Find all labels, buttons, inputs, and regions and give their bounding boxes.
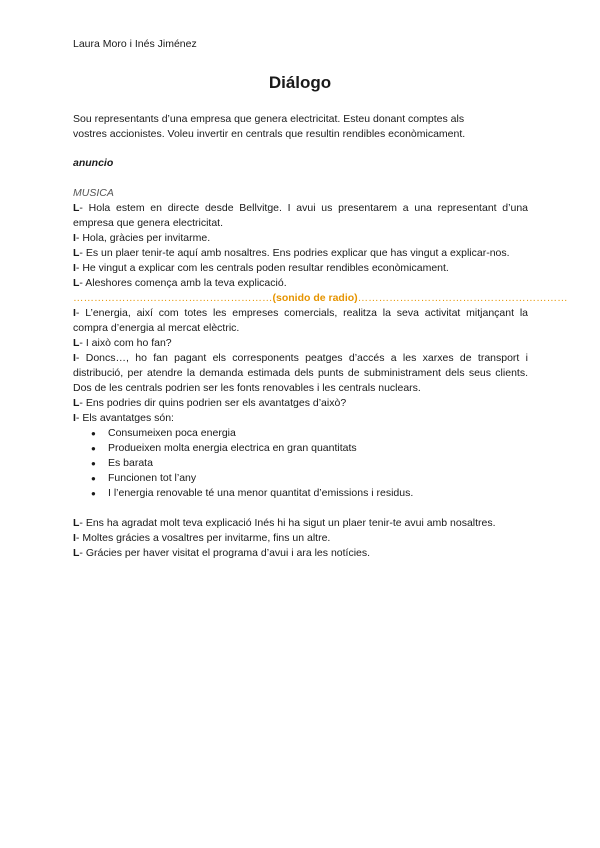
dialog-text: - Es un plaer tenir-te aquí amb nosaltres. Ens podries explicar que has vingut a explicar-nos. [79,247,510,259]
speaker-initial: I [73,412,76,424]
speaker-initial: I [73,532,76,544]
radio-dashes-right: …………………………………………………… [357,292,568,304]
dialog-text: - Grácies per haver visitat el programa d’avui i ara les notícies. [79,547,371,559]
spacer [73,501,528,516]
speaker-initial: L [73,337,80,349]
dialog-line [73,306,528,336]
radio-separator [73,291,568,306]
dialog-text: - Ens ha agradat molt teva explicació Inés hi ha sigut un plaer tenir-te avui amb nosaltres. [79,517,496,529]
speaker-initial: L [73,397,80,409]
speaker-initial: L [73,202,80,214]
speaker-initial: I [73,307,76,319]
dialog-text: - Hola estem en directe desde Bellvitge. I avui us presentarem a una representant d’una empresa que genera electricitat. [73,202,528,229]
speaker-initial: L [73,247,80,259]
speaker-initial: L [73,277,80,289]
dialog-line [73,516,528,531]
dialog-part-1 [73,201,528,291]
dialog-text: - Els avantatges són: [75,412,174,424]
speaker-initial: I [73,232,76,244]
speaker-initial: I [73,352,76,364]
radio-label: (sonido de radio) [272,292,358,304]
advantage-item: ● I l’energia renovable té una menor quantitat d’emissions i residus. [108,486,528,501]
advantage-item: ● Funcionen tot l’any [108,471,528,486]
advantage-item: ● Es barata [108,456,528,471]
dialog-part-3 [73,516,528,561]
dialog-line [73,411,528,426]
ad-label: anuncio [73,157,114,169]
dialog-line [73,246,528,261]
dialog-part-2 [73,306,528,426]
dialog-text: - L’energia, així com totes les empreses comercials, realitza la seva activitat mitjançant la compra d’energia al mercat elèctric. [73,307,528,334]
dialog-text: - Hola, gràcies per invitarme. [75,232,211,244]
dialog-line [73,261,528,276]
intro-paragraph: Sou representants d’una empresa que genera electricitat. Esteu donant comptes als vostres accionistes. Voleu invertir en centrals que resultin rendibles econòmicament. [73,113,466,140]
dialog-text: - He vingut a explicar com les centrals poden resultar rendibles econòmicament. [75,262,449,274]
dialog-text: - Doncs…, ho fan pagant els corresponents peatges d’accés a les xarxes de transport i distribució, per atendre la demanda estimada dels punts de subministrament dels seus clients. Dos de les centrals podrien ser les fonts renovables i les centrals nuclears. [73,352,528,394]
dialog-line [73,336,528,351]
dialog-text: - I això com ho fan? [79,337,172,349]
advantages-list [73,426,528,501]
dialog-line [73,276,528,291]
page-title: Diálogo [268,73,332,92]
speaker-initial: I [73,262,76,274]
advantage-item: ● Consumeixen poca energia [108,426,528,441]
dialog-line [73,351,528,396]
dialog-text: - Aleshores comença amb la teva explicació. [79,277,287,289]
music-label: MUSICA [73,187,114,199]
authors-line: Laura Moro i Inés Jiménez [73,38,197,50]
dialog-line [73,396,528,411]
dialog-body [73,186,568,561]
dialog-line [73,531,528,546]
dialog-line [73,546,528,561]
radio-dashes-left: ………………………………………………… [73,292,273,304]
dialog-text: - Ens podries dir quins podrien ser els avantatges d’això? [79,397,347,409]
speaker-initial: L [73,547,80,559]
advantage-item: ● Produeixen molta energia electrica en gran quantitats [108,441,528,456]
dialog-line [73,231,528,246]
dialog-text: - Moltes grácies a vosaltres per invitarme, fins un altre. [75,532,331,544]
speaker-initial: L [73,517,80,529]
dialog-line [73,201,528,231]
